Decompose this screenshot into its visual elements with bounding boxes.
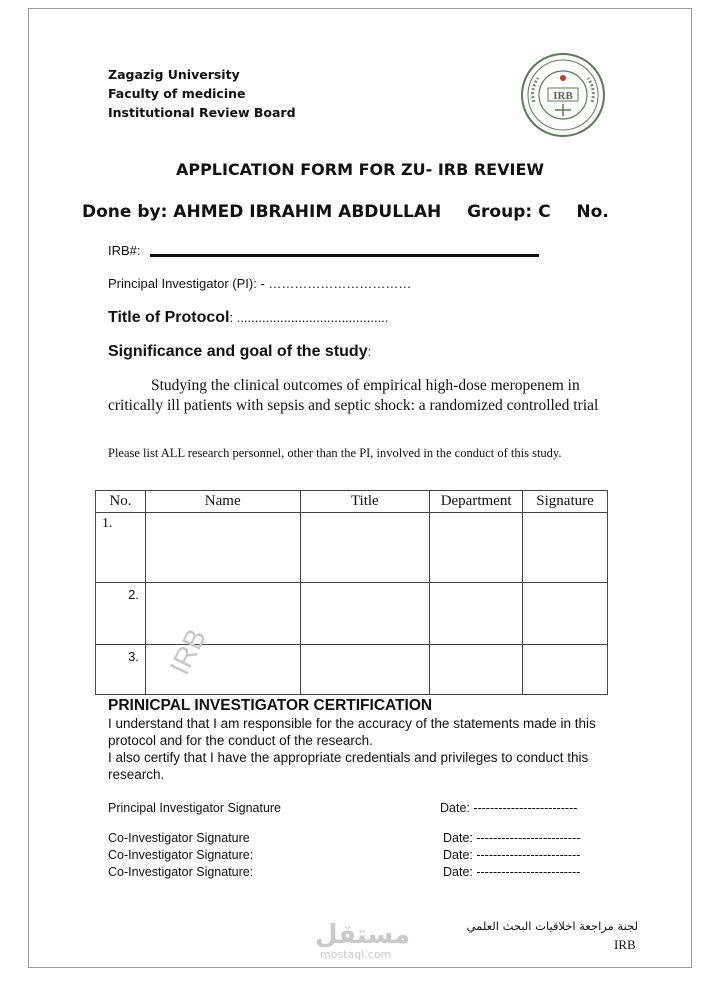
row-number: 3. — [96, 645, 146, 695]
table-row — [96, 583, 608, 645]
certification-paragraph: I also certify that I have the appropriate credentials and privileges to conduct this research. — [108, 750, 589, 782]
faculty-name: Faculty of medicine — [108, 86, 246, 101]
significance-field — [108, 343, 371, 361]
significance-label: Significance and goal of the study — [108, 343, 368, 360]
signature-cell[interactable] — [523, 583, 608, 645]
department-cell[interactable] — [430, 513, 523, 583]
irb-number-line[interactable] — [150, 254, 539, 257]
protocol-title-blank: : .......................................... — [229, 310, 389, 325]
title-cell[interactable] — [300, 645, 430, 695]
name-cell[interactable] — [145, 583, 300, 645]
co-investigator-signature-label: Co-Investigator Signature: — [108, 848, 254, 862]
pi-signature-label: Principal Investigator Signature — [108, 801, 282, 815]
signature-cell[interactable] — [523, 645, 608, 695]
study-description: Studying the clinical outcomes of empirical high-dose meropenem in critically ill patients with sepsis and septic shock: a randomized controlled trial — [108, 377, 599, 414]
column-header-name: Name — [145, 491, 300, 513]
irb-number-label: IRB#: — [108, 243, 141, 258]
footer-irb-label: IRB — [614, 937, 636, 952]
done-by-line — [82, 202, 609, 222]
form-title: APPLICATION FORM FOR ZU- IRB REVIEW — [175, 160, 545, 179]
column-header-title: Title — [300, 491, 430, 513]
mostaql-logo: مستقل — [315, 920, 411, 950]
irb-seal-logo — [520, 52, 606, 138]
certification-statement — [108, 715, 608, 783]
university-name: Zagazig University — [108, 67, 240, 82]
personnel-instruction: Please list ALL research personnel, other than the PI, involved in the conduct of this study. — [108, 446, 562, 460]
mostaql-url: mostaql.com — [320, 948, 392, 961]
co-investigator-signature-label: Co-Investigator Signature: — [108, 865, 254, 879]
principal-investigator-field: Principal Investigator (PI): - …………………………… — [108, 276, 412, 291]
row-number: 1. — [96, 513, 146, 583]
pi-signature-date[interactable]: Date: ------------------------- — [440, 801, 578, 815]
signature-cell[interactable] — [523, 513, 608, 583]
certification-heading: PRINICPAL INVESTIGATOR CERTIFICATION — [108, 697, 433, 714]
certification-paragraph: I understand that I am responsible for the accuracy of the statements made in this protocol and for the conduct of the research. — [108, 716, 596, 748]
table-row — [96, 513, 608, 583]
co-investigator-signature-label: Co-Investigator Signature — [108, 831, 250, 845]
seal-text: IRB — [553, 90, 573, 102]
page-border — [28, 8, 692, 968]
title-cell[interactable] — [300, 513, 430, 583]
co-investigator-date[interactable]: Date: ------------------------- — [443, 831, 581, 845]
done-by-name: Done by: AHMED IBRAHIM ABDULLAH — [82, 202, 442, 222]
co-investigator-date[interactable]: Date: ------------------------- — [443, 848, 581, 862]
irb-watermark: IRB — [163, 624, 213, 680]
department-cell[interactable] — [430, 645, 523, 695]
column-header-department: Department — [430, 491, 523, 513]
name-cell[interactable] — [145, 645, 300, 695]
title-cell[interactable] — [300, 583, 430, 645]
table-header-row — [96, 491, 608, 513]
protocol-title-label: Title of Protocol — [108, 309, 230, 326]
done-by-group: Group: C — [467, 202, 551, 222]
ethics-committee-arabic: لجنة مراجعة اخلاقيات البحث العلمي — [466, 919, 638, 933]
department-cell[interactable] — [430, 583, 523, 645]
significance-colon: : — [367, 344, 372, 359]
institution-header — [108, 65, 296, 122]
column-header-no: No. — [96, 491, 146, 513]
done-by-number: No. — [576, 202, 609, 222]
co-investigator-date[interactable]: Date: ------------------------- — [443, 865, 581, 879]
column-header-signature: Signature — [523, 491, 608, 513]
name-cell[interactable] — [145, 513, 300, 583]
board-name: Institutional Review Board — [108, 105, 296, 120]
protocol-title-field — [108, 309, 388, 327]
row-number: 2. — [96, 583, 146, 645]
